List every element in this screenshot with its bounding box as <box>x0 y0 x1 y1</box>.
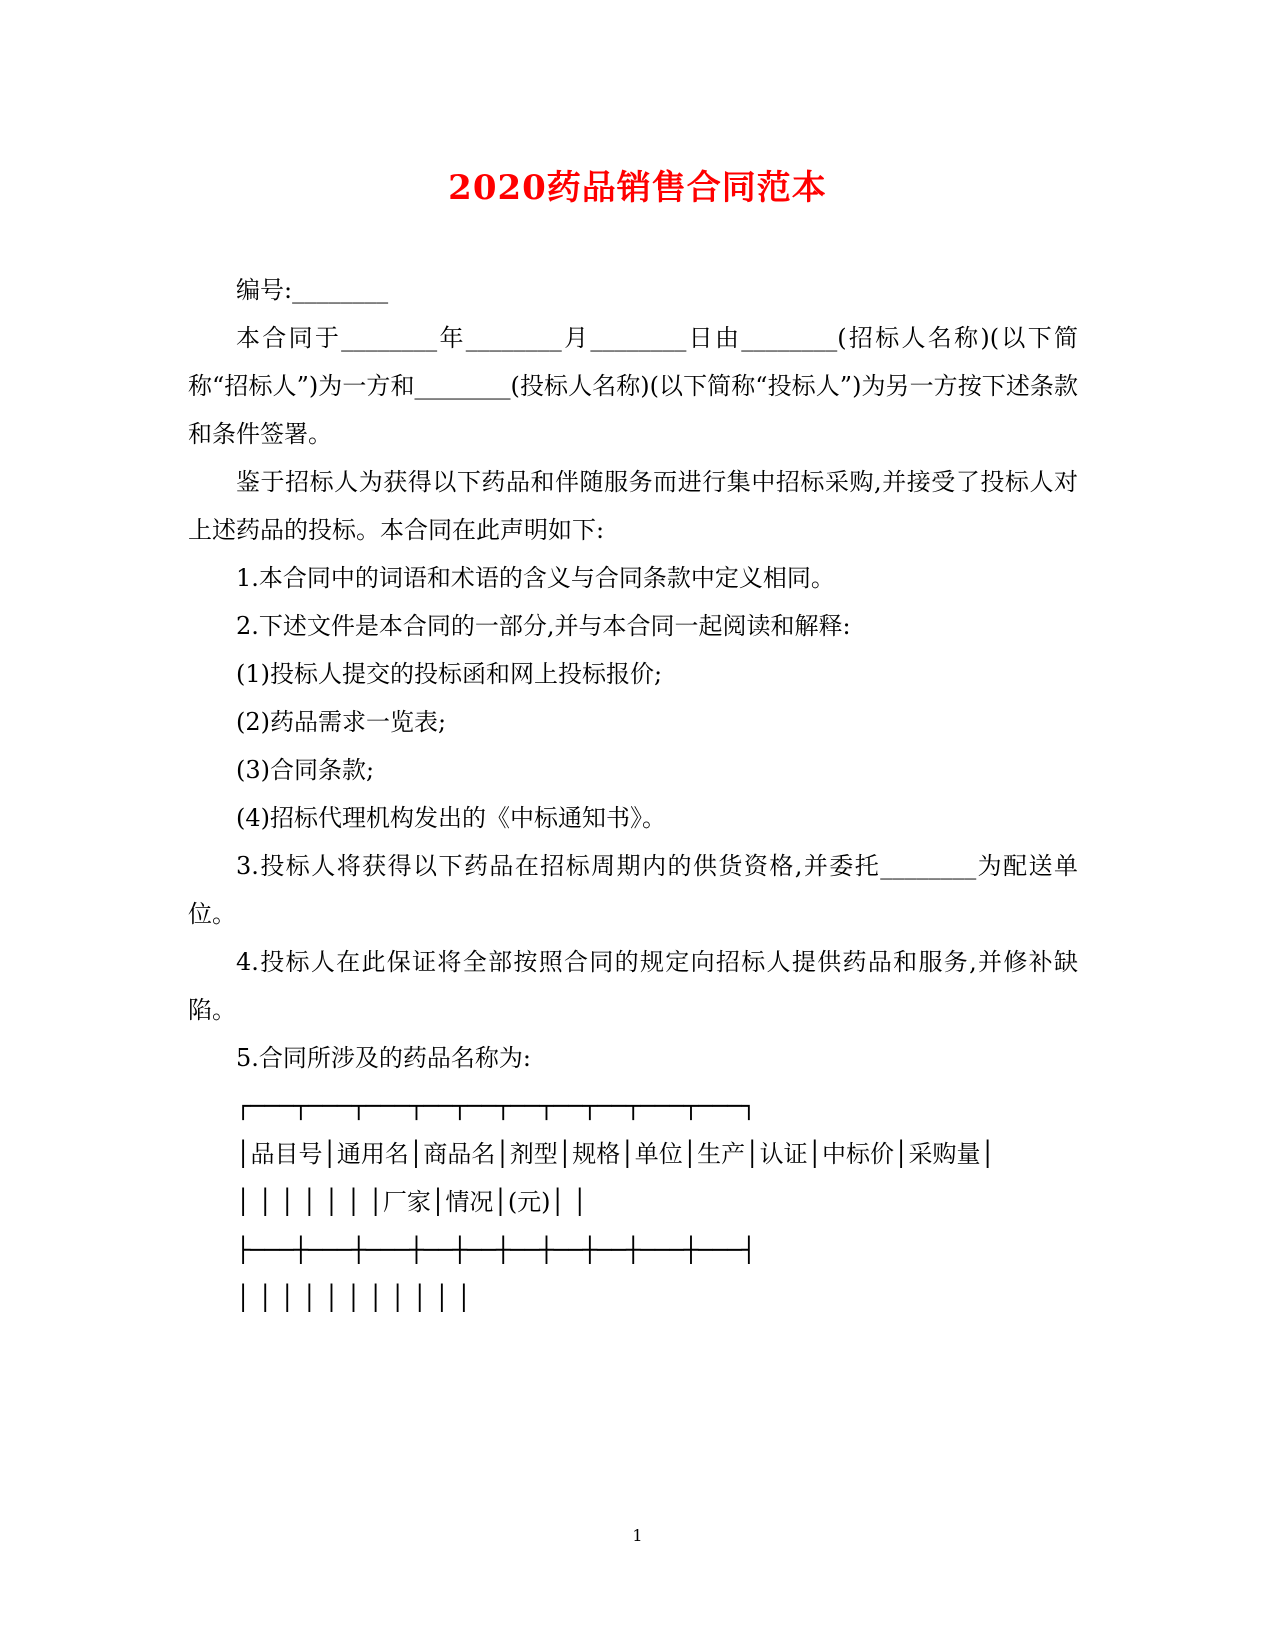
clause-4: 4.投标人在此保证将全部按照合同的规定向招标人提供药品和服务,并修补缺陷。 <box>188 948 1078 1024</box>
table-header-row-2: │ │ │ │ │ │ │厂家│情况│(元)│ │ <box>236 1188 588 1216</box>
clause-1: 1.本合同中的词语和术语的含义与合同条款中定义相同。 <box>236 564 835 592</box>
document-body <box>188 266 1078 1322</box>
contract-number-line: 编号:________ <box>236 276 389 304</box>
clause-3: 3.投标人将获得以下药品在招标周期内的供货资格,并委托________为配送单位。 <box>188 852 1078 928</box>
document-title: 2020药品销售合同范本 <box>448 168 827 208</box>
page-number: 1 <box>632 1526 643 1545</box>
paragraph-signing: 本合同于________年________月________日由________(招标人名称)(以下简称“招标人”)为一方和________(投标人名称)(以下简称“投标人”)为另一方按下述条款和条件签署。 <box>188 324 1078 448</box>
clause-2-item-4: (4)招标代理机构发出的《中标通知书》。 <box>236 804 666 832</box>
clause-5: 5.合同所涉及的药品名称为: <box>236 1044 531 1072</box>
table-border-top: ┌───┬───┬───┬──┬──┬──┬──┬──┬───┬───┐ <box>236 1092 757 1120</box>
table-header-row: │品目号│通用名│商品名│剂型│规格│单位│生产│认证│中标价│采购量│ <box>236 1140 995 1168</box>
table-empty-row: │ │ │ │ │ │ │ │ │ │ │ <box>236 1284 472 1312</box>
clause-2-item-2: (2)药品需求一览表; <box>236 708 447 736</box>
clause-2-item-1: (1)投标人提交的投标函和网上投标报价; <box>236 660 663 688</box>
table-border-mid: ├───┼───┼───┼──┼──┼──┼──┼──┼───┼───┤ <box>236 1236 757 1264</box>
clause-2: 2.下述文件是本合同的一部分,并与本合同一起阅读和解释: <box>236 612 851 640</box>
paragraph-whereas: 鉴于招标人为获得以下药品和伴随服务而进行集中招标采购,并接受了投标人对上述药品的投标。本合同在此声明如下: <box>188 468 1078 544</box>
clause-2-item-3: (3)合同条款; <box>236 756 375 784</box>
